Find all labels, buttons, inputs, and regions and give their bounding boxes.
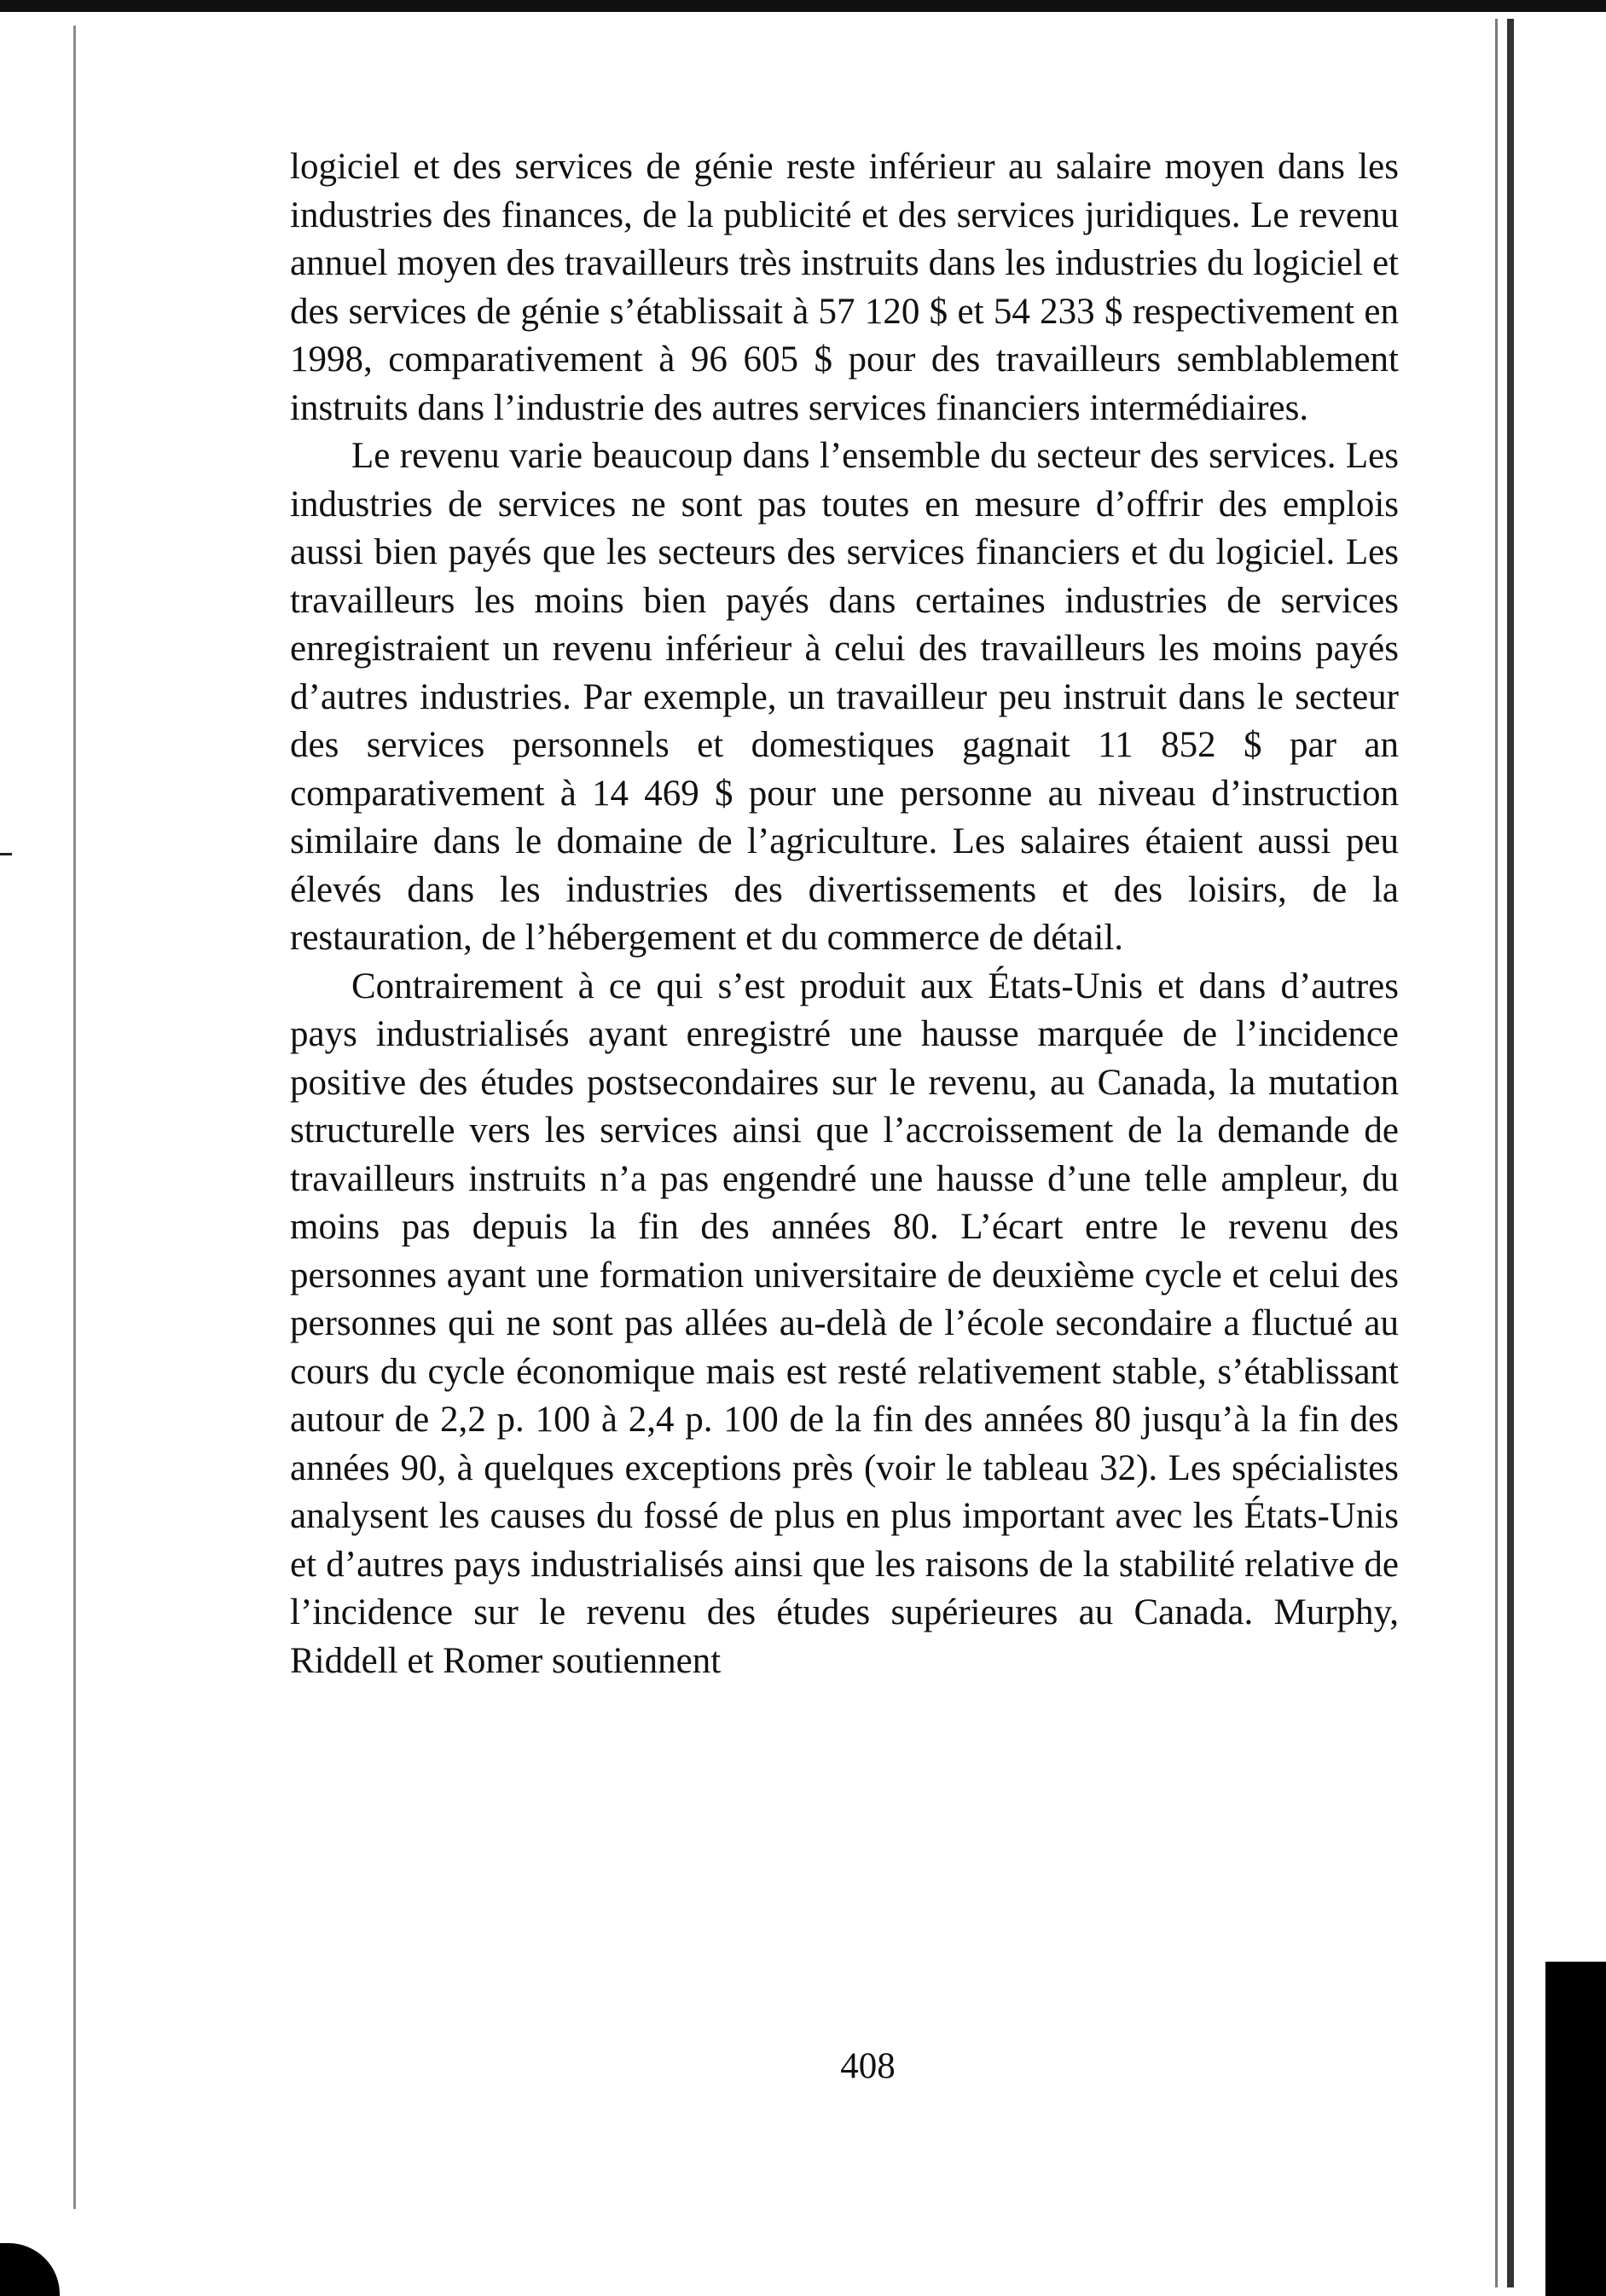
paragraph-continuation: logiciel et des services de génie reste inférieur au salaire moyen dans les industries des finances, de la publicité et des services juridiques. Le revenu annuel moyen des travailleurs très instruits dans les industries du logiciel et des services de génie s’établissait à 57 120 $ et 54 233 $ respectivement en 1998, comparativement à 96 605 $ pour des travailleurs semblablement instruits dans l’industrie des autres services financiers intermédiaires. — [290, 147, 1399, 428]
scan-right-page-edge — [1495, 19, 1514, 2287]
paragraph-canada-comparison: Contrairement à ce qui s’est produit aux États-Unis et dans d’autres pays industrialisés ayant enregistré une hausse marquée de l’incidence positive des études postsecondaires sur le revenu, au Canada, la mutation structurelle vers les services ainsi que l’accroissement de la demande de travailleurs instruits n’a pas engendré une hausse d’une telle ampleur, du moins pas depuis la fin des années 80. L’écart entre le revenu des personnes ayant une formation universitaire de deuxième cycle et celui des personnes qui ne sont pas allées au-delà de l’école secondaire a fluctué au cours du cycle économique mais est resté relativement stable, s’établissant autour de 2,2 p. 100 à 2,4 p. 100 de la fin des années 80 jusqu’à la fin des années 90, à quelques exceptions près (voir le tableau 32). Les spécialistes analysent les causes du fossé de plus en plus important avec les États-Unis et d’autres pays industrialisés ainsi que les raisons de la stabilité relative de l’incidence sur le revenu des études supérieures au Canada. Murphy, Riddell et Romer soutiennent — [290, 965, 1399, 1681]
paragraph-income-variation: Le revenu varie beaucoup dans l’ensemble du secteur des services. Les industries de services ne sont pas toutes en mesure d’offrir des emplois aussi bien payés que les secteurs des services financiers et du logiciel. Les travailleurs les moins bien payés dans certaines industries de services enregistraient un revenu inférieur à celui des travailleurs les moins payés d’autres industries. Par exemple, un travailleur peu instruit dans le secteur des services personnels et domestiques gagnait 11 852 $ par an comparativement à 14 469 $ pour une personne au niveau d’instruction similaire dans le domaine de l’agriculture. Les salaires étaient aussi peu élevés dans les industries des divertissements et des loisirs, de la restauration, de l’hébergement et du commerce de détail. — [290, 436, 1399, 958]
scan-left-binding-line — [73, 26, 76, 2209]
scan-bottom-left-shadow — [0, 2243, 60, 2296]
scan-top-border — [0, 0, 1606, 12]
scan-right-shadow — [1545, 1962, 1606, 2296]
page-number: 408 — [840, 2046, 896, 2086]
scan-left-tick-mark — [0, 853, 12, 855]
page-body-text — [290, 143, 1399, 1685]
